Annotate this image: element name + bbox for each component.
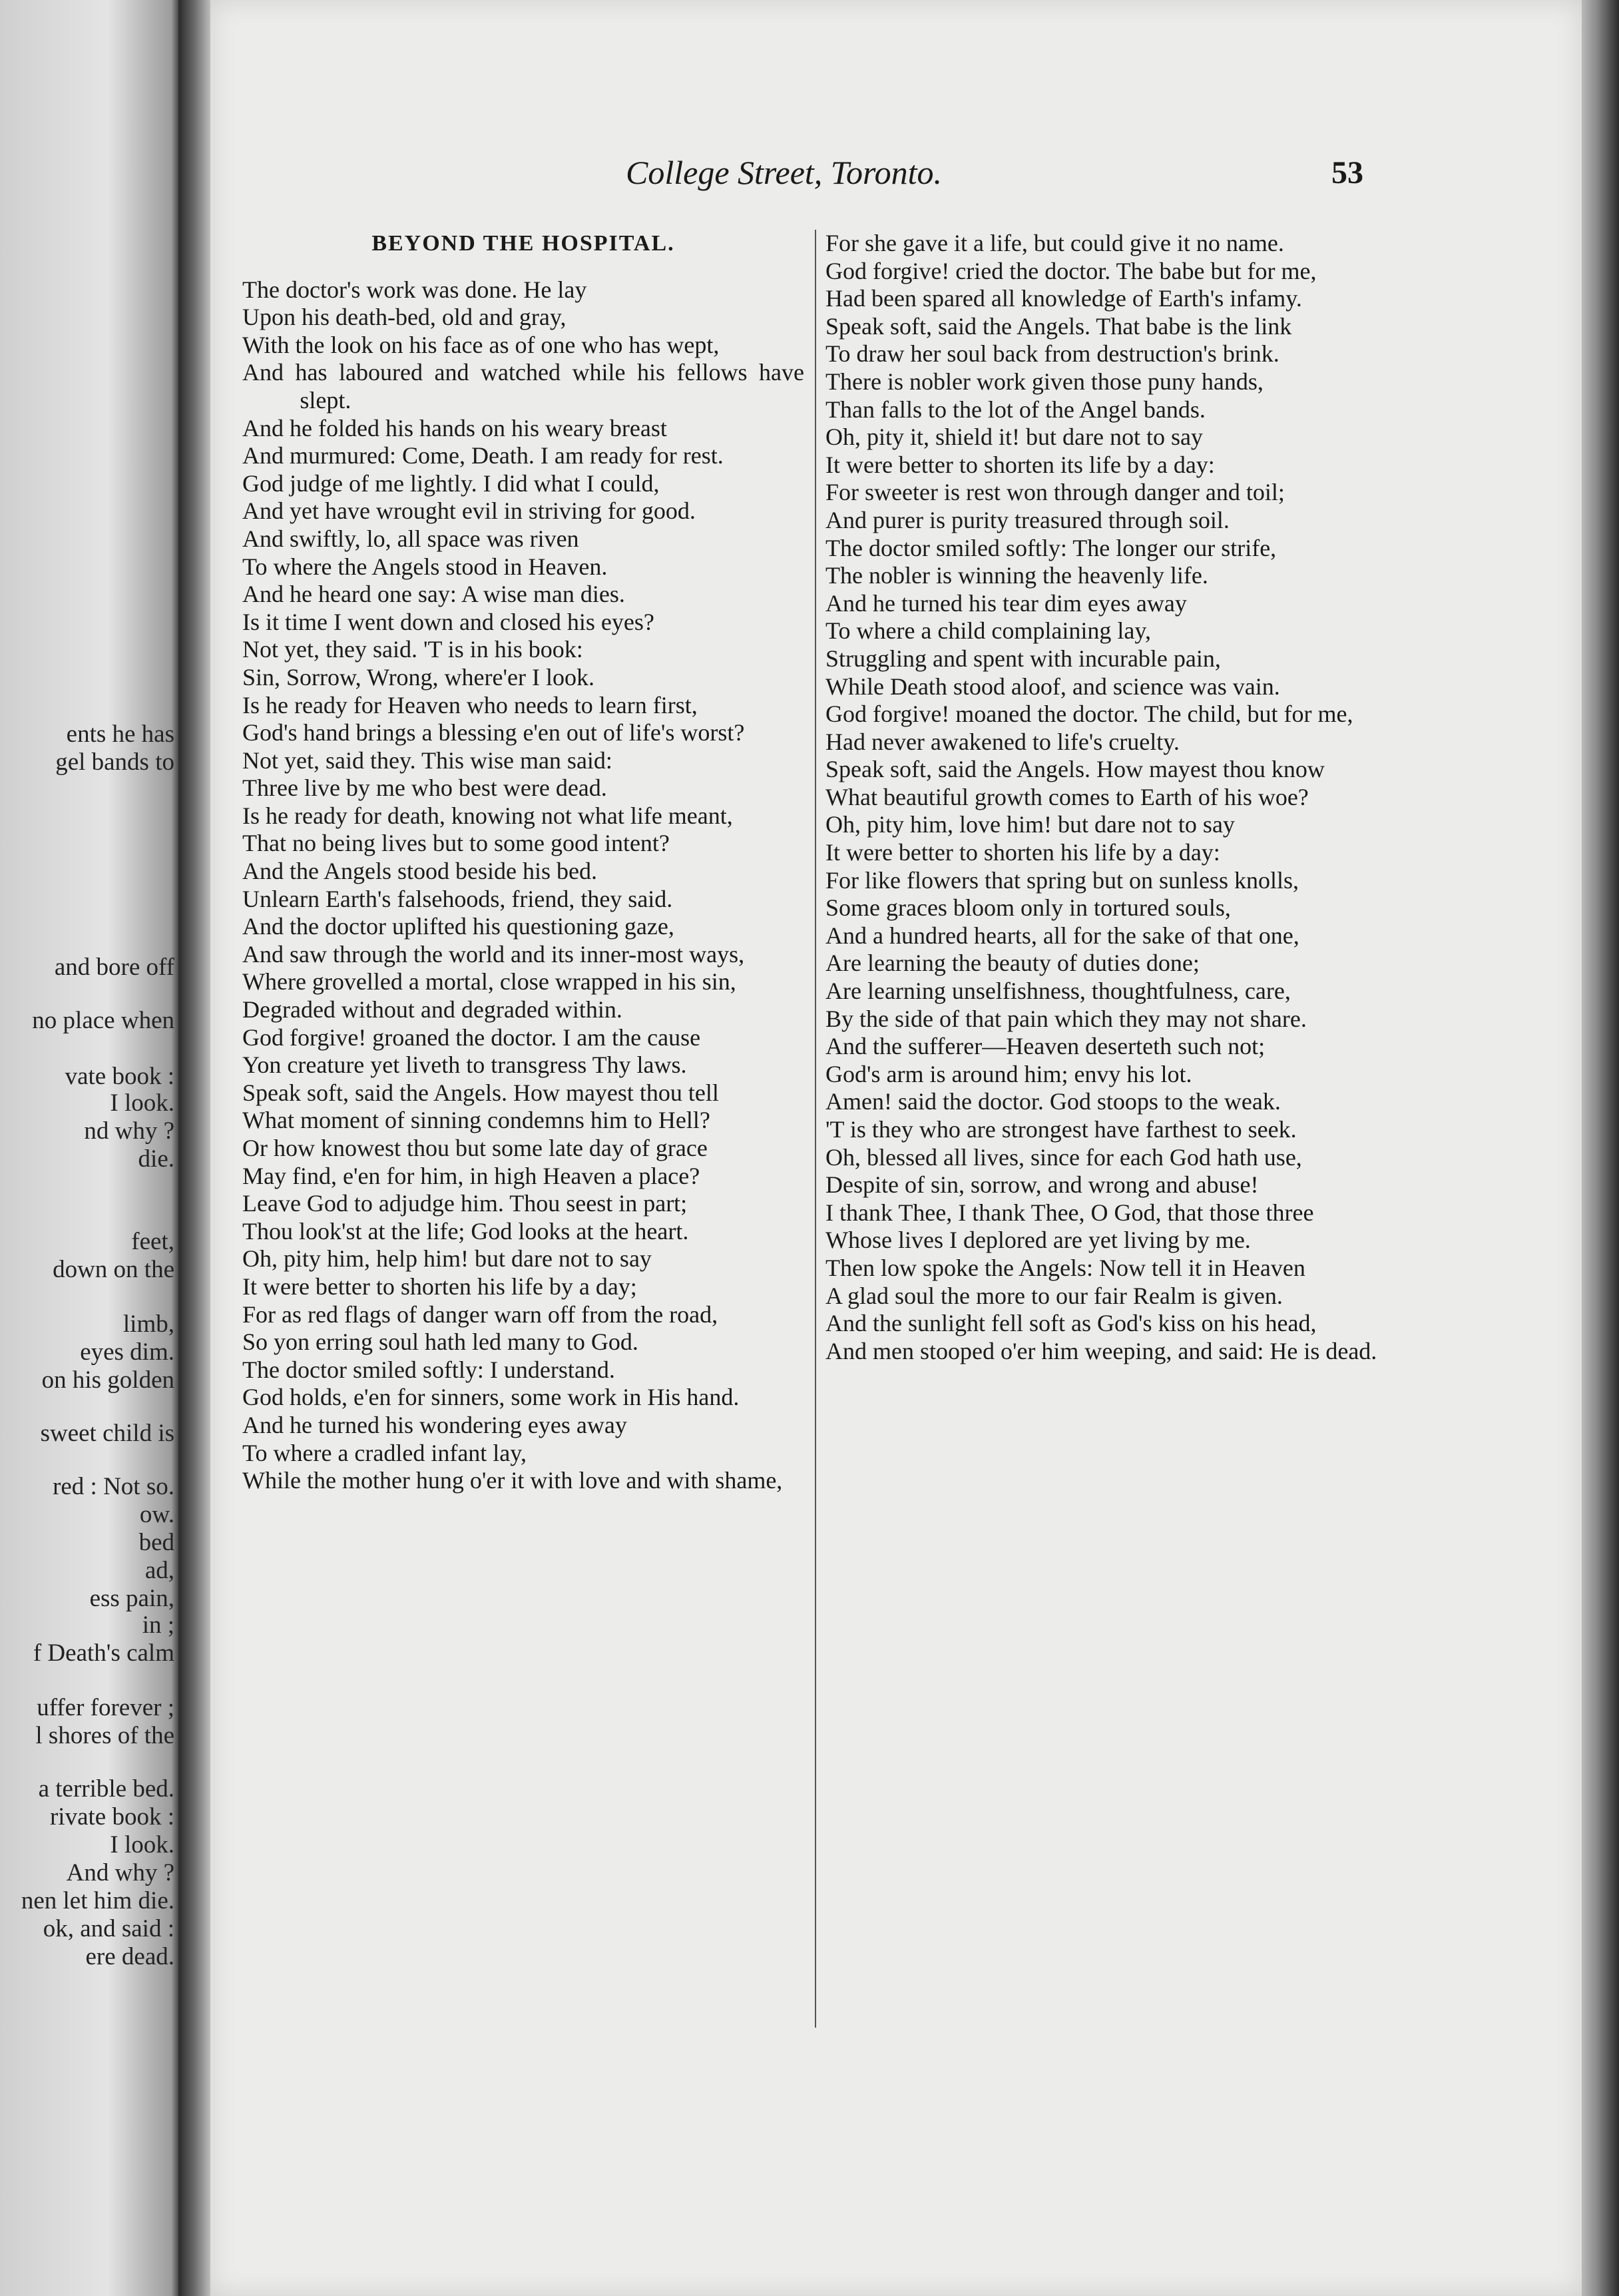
poem-line: And swiftly, lo, all space was riven [242,525,579,552]
facing-page-text: nd why ? [84,1117,174,1145]
poem-line: Upon his death-bed, old and gray, [242,304,567,331]
poem-line: Speak soft, said the Angels. How mayest thou know [825,756,1325,783]
poem-line: For she gave it a life, but could give it no name. [825,230,1284,256]
poem-line: While Death stood aloof, and science was vain. [825,673,1280,700]
poem-line: Are learning the beauty of duties done; [825,950,1200,977]
poem-line: And he turned his wondering eyes away [242,1411,627,1438]
facing-page-text: eyes dim. [80,1338,174,1366]
poem-line: May find, e'en for him, in high Heaven a place? [242,1162,700,1189]
poem-line: And he folded his hands on his weary breast [242,414,667,441]
poem-line: Not yet, they said. 'T is in his book: [242,636,583,663]
facing-page-text: bed [138,1529,174,1556]
poem-line: To where the Angels stood in Heaven. [242,553,608,580]
poem-line: Or how knowest thou but some late day of grace [242,1135,708,1161]
poem-line: By the side of that pain which they may not share. [825,1005,1307,1032]
poem-line: Are learning unselfishness, thoughtfulness, care, [825,978,1291,1005]
poem-line: God forgive! cried the doctor. The babe but for me, [825,257,1317,284]
poem-line: Is it time I went down and closed his eyes? [242,608,654,635]
facing-page-text: ents he has [66,720,174,748]
poem-line: The nobler is winning the heavenly life. [825,562,1208,589]
poem-line: For like flowers that spring but on sunless knolls, [825,866,1299,894]
facing-page-text: f Death's calm [33,1639,174,1667]
poem-line: Oh, pity him, help him! but dare not to say [242,1245,652,1273]
running-head: College Street, Toronto. [626,154,942,191]
poem-line: God holds, e'en for sinners, some work in His hand. [242,1384,740,1411]
poem-line: And the doctor uplifted his questioning gaze, [242,913,674,940]
poem-line: Unlearn Earth's falsehoods, friend, they said. [242,885,673,912]
facing-page [0,0,178,2296]
poem-line: Is he ready for death, knowing not what life meant, [242,802,733,829]
poem-line: And murmured: Come, Death. I am ready for rest. [242,442,724,469]
facing-page-text: ow. [139,1501,174,1528]
facing-page-text: no place when [32,1007,174,1034]
poem-line: And has laboured and watched while his fellows have slept. [242,359,804,414]
poem-line: Yon creature yet liveth to transgress Thy laws. [242,1051,687,1079]
poem-line: The doctor smiled softly: I understand. [242,1356,615,1383]
poem-line: And purer is purity treasured through soil. [825,506,1230,533]
poem-line: Oh, pity it, shield it! but dare not to say [825,424,1203,451]
poem-line: Then low spoke the Angels: Now tell it in Heaven [825,1254,1305,1281]
poem-line: Than falls to the lot of the Angel bands. [825,396,1206,423]
facing-page-text: ere dead. [85,1943,174,1970]
facing-page-text: rivate book : [49,1803,174,1831]
poem-line: Despite of sin, sorrow, and wrong and abuse! [825,1171,1259,1199]
poem-line: It were better to shorten his life by a day: [825,839,1220,866]
poem-line: Oh, blessed all lives, since for each God hath use, [825,1143,1302,1171]
poem-left-column [242,230,804,1495]
poem-line: Leave God to adjudge him. Thou seest in part; [242,1190,688,1217]
facing-page-text: a terrible bed. [38,1775,174,1803]
poem-line: The doctor's work was done. He lay [242,276,587,303]
poem-line: Had never awakened to life's cruelty. [825,728,1180,755]
poem-line: And yet have wrought evil in striving for good. [242,497,696,525]
facing-page-text: sweet child is [40,1420,174,1447]
poem-line: To draw her soul back from destruction's brink. [825,340,1279,368]
poem-line: That no being lives but to some good intent? [242,830,670,857]
poem-line: And saw through the world and its inner-most ways, [242,940,745,968]
poem-line: Speak soft, said the Angels. That babe is the link [825,312,1292,340]
facing-page-text: down on the [53,1256,174,1283]
facing-page-text: feet, [131,1228,174,1255]
poem-line: And the Angels stood beside his bed. [242,858,597,885]
poem-line: Sin, Sorrow, Wrong, where'er I look. [242,663,594,691]
poem-line: Some graces bloom only in tortured souls, [825,894,1231,922]
poem-line: To where a cradled infant lay, [242,1439,527,1466]
poem-line: And he turned his tear dim eyes away [825,589,1187,617]
facing-page-text: die. [138,1145,174,1173]
poem-line: Where grovelled a mortal, close wrapped in his sin, [242,968,736,996]
poem-line: And a hundred hearts, all for the sake of that one, [825,922,1299,949]
poem-line: God forgive! moaned the doctor. The child, but for me, [825,701,1353,728]
poem-line: For sweeter is rest won through danger and toil; [825,479,1285,506]
column-rule [815,230,816,2028]
facing-page-text: in ; [142,1611,174,1639]
poem-line: The doctor smiled softly: The longer our strife, [825,534,1277,561]
poem-line: There is nobler work given those puny hands, [825,368,1264,395]
facing-page-text: nen let him die. [21,1887,174,1914]
poem-title: BEYOND THE HOSPITAL. [371,231,675,256]
poem-line: While the mother hung o'er it with love and with shame, [242,1467,783,1494]
poem-line: Degraded without and degraded within. [242,996,622,1023]
poem-line: God judge of me lightly. I did what I could, [242,469,660,497]
facing-page-text: red : Not so. [53,1473,174,1500]
poem-line: It were better to shorten his life by a day; [242,1273,637,1300]
poem-line: Amen! said the doctor. God stoops to the weak. [825,1088,1281,1115]
poem-line: Had been spared all knowledge of Earth's infamy. [825,285,1302,312]
page-edge [1582,0,1619,2296]
poem-line: God's hand brings a blessing e'en out of life's worst? [242,719,745,746]
poem-line: Struggling and spent with incurable pain, [825,645,1221,672]
facing-page-text: and bore off [54,954,174,981]
poem-line: A glad soul the more to our fair Realm is given. [825,1282,1283,1309]
facing-page-text: uffer forever ; [37,1694,174,1721]
facing-page-text: limb, [122,1310,174,1338]
facing-page-text: on his golden [41,1366,174,1394]
poem-line: God's arm is around him; envy his lot. [825,1060,1192,1087]
facing-page-text: vate book : [65,1063,174,1090]
poem-line: 'T is they who are strongest have farthest to seek. [825,1116,1297,1143]
poem-line: It were better to shorten its life by a day: [825,451,1215,478]
poem-line: And he heard one say: A wise man dies. [242,581,625,608]
book-gutter [178,0,210,2296]
poem-line: And men stooped o'er him weeping, and said: He is dead. [825,1337,1377,1364]
poem-line: What beautiful growth comes to Earth of his woe? [825,783,1309,810]
poem-line: For as red flags of danger warn off from the road, [242,1300,718,1328]
poem-line: Oh, pity him, love him! but dare not to say [825,811,1235,838]
facing-page-text: I look. [110,1089,174,1117]
poem-line: So yon erring soul hath led many to God. [242,1328,638,1356]
poem-line: With the look on his face as of one who has wept, [242,331,720,358]
poem-right-column [825,230,1389,1365]
poem-line: Thou look'st at the life; God looks at the heart. [242,1217,689,1245]
poem-line: Not yet, said they. This wise man said: [242,746,612,774]
facing-page-text: ess pain, [89,1585,174,1612]
poem-line: I thank Thee, I thank Thee, O God, that those three [825,1199,1314,1226]
poem-line: Speak soft, said the Angels. How mayest thou tell [242,1079,719,1106]
poem-line: And the sufferer—Heaven deserteth such not; [825,1033,1266,1060]
facing-page-text: l shores of the [35,1722,174,1749]
facing-page-text: ok, and said : [43,1915,174,1942]
poem-line: God forgive! groaned the doctor. I am the cause [242,1023,701,1051]
facing-page-text: And why ? [66,1859,174,1886]
poem-line: Whose lives I deplored are yet living by me. [825,1227,1251,1254]
facing-page-text: gel bands to [55,748,174,776]
facing-page-text: ad, [144,1557,174,1584]
poem-line: Is he ready for Heaven who needs to learn first, [242,691,698,718]
poem-line: And the sunlight fell soft as God's kiss on his head, [825,1310,1317,1337]
page-number: 53 [1331,155,1363,190]
facing-page-text: I look. [110,1831,174,1859]
poem-line: Three live by me who best were dead. [242,774,607,802]
poem-line: To where a child complaining lay, [825,617,1151,645]
poem-line: What moment of sinning condemns him to Hell? [242,1107,710,1134]
